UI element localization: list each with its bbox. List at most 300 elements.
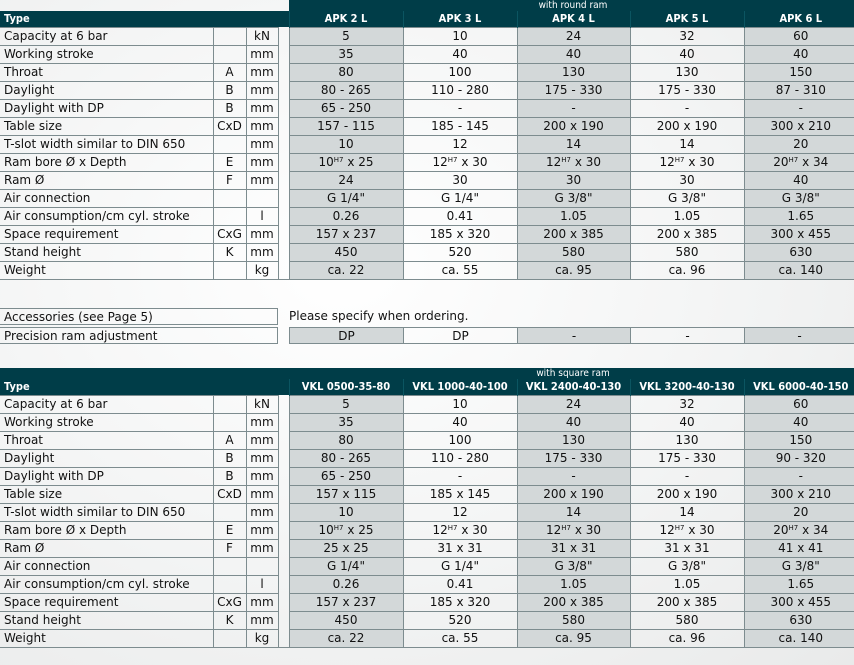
table-row	[0, 118, 854, 136]
column-gap	[278, 46, 289, 64]
value-cell: 157 x 237	[289, 226, 403, 244]
value-cell: 25 x 25	[289, 540, 403, 558]
value-cell: 10	[289, 504, 403, 522]
value-cell: -	[517, 468, 630, 486]
value-cell: 1.05	[517, 576, 630, 594]
value-cell	[630, 522, 744, 540]
value-part: x 30	[457, 155, 488, 169]
row-unit: mm	[246, 432, 278, 450]
tolerance-superscript: H7	[561, 524, 571, 532]
row-unit: mm	[246, 414, 278, 432]
value-cell	[403, 522, 517, 540]
value-cell: 14	[517, 504, 630, 522]
table-row	[0, 64, 854, 82]
value-cell: 41 x 41	[744, 540, 854, 558]
table-row	[0, 208, 854, 226]
value-cell: 110 - 280	[403, 450, 517, 468]
row-unit: kg	[246, 630, 278, 648]
value-part: x 30	[457, 523, 488, 537]
value-cell: 31 x 31	[403, 540, 517, 558]
value-cell: G 3/8"	[744, 558, 854, 576]
model-header: APK 3 L	[403, 11, 517, 28]
table-row	[0, 28, 854, 46]
value-cell: ca. 140	[744, 630, 854, 648]
row-unit: kg	[246, 262, 278, 280]
model-header: VKL 1000-40-100	[403, 379, 517, 396]
spec-table-round-ram	[0, 0, 854, 280]
value-cell: 60	[744, 396, 854, 414]
row-symbol: CxG	[213, 226, 246, 244]
row-unit: kN	[246, 396, 278, 414]
tolerance-superscript: H7	[447, 156, 458, 164]
column-gap	[278, 540, 289, 558]
value-cell	[517, 154, 630, 172]
row-symbol	[213, 396, 246, 414]
row-label: Capacity at 6 bar	[0, 396, 213, 414]
column-gap	[278, 504, 289, 522]
value-cell: 200 x 190	[517, 118, 630, 136]
precision-ram-value: -	[744, 327, 854, 344]
value-part: 12	[546, 155, 562, 169]
type-header: Type	[0, 11, 289, 28]
table-row	[0, 630, 854, 648]
value-part: 20	[773, 155, 789, 169]
value-cell: 90 - 320	[744, 450, 854, 468]
table-row	[0, 612, 854, 630]
value-cell: 200 x 385	[630, 226, 744, 244]
value-cell: 185 x 320	[403, 594, 517, 612]
column-gap	[278, 576, 289, 594]
value-cell	[744, 154, 854, 172]
table-row	[0, 172, 854, 190]
row-label: Weight	[0, 262, 213, 280]
row-unit: mm	[246, 594, 278, 612]
row-label: Stand height	[0, 612, 213, 630]
column-gap	[278, 100, 289, 118]
column-gap	[278, 522, 289, 540]
value-cell: 157 x 237	[289, 594, 403, 612]
value-part: x 30	[684, 523, 715, 537]
row-label: Table size	[0, 118, 213, 136]
column-gap	[278, 208, 289, 226]
value-cell: -	[403, 468, 517, 486]
row-label: Weight	[0, 630, 213, 648]
header-spacer	[0, 368, 289, 379]
table-row	[0, 522, 854, 540]
value-part: 12	[546, 523, 562, 537]
column-gap	[278, 172, 289, 190]
row-symbol: F	[213, 172, 246, 190]
value-cell: 200 x 190	[630, 118, 744, 136]
value-cell: G 3/8"	[630, 190, 744, 208]
model-header: VKL 6000-40-150	[744, 379, 854, 396]
row-symbol: K	[213, 612, 246, 630]
value-cell: 300 x 210	[744, 486, 854, 504]
value-cell: G 3/8"	[630, 558, 744, 576]
value-cell: 32	[630, 396, 744, 414]
table-row	[0, 468, 854, 486]
row-unit: mm	[246, 540, 278, 558]
precision-ram-value: DP	[403, 327, 517, 344]
row-label: Air consumption/cm cyl. stroke	[0, 576, 213, 594]
row-symbol: B	[213, 450, 246, 468]
value-cell: G 1/4"	[403, 190, 517, 208]
table-row	[0, 100, 854, 118]
accessories-label: Accessories (see Page 5)	[0, 308, 278, 325]
value-cell: G 3/8"	[744, 190, 854, 208]
row-unit: mm	[246, 118, 278, 136]
value-cell: 65 - 250	[289, 468, 403, 486]
row-symbol: B	[213, 468, 246, 486]
row-unit: mm	[246, 64, 278, 82]
value-cell: -	[630, 100, 744, 118]
value-cell: 1.05	[630, 208, 744, 226]
value-cell: 40	[744, 46, 854, 64]
value-cell: 100	[403, 432, 517, 450]
value-part: 12	[659, 523, 675, 537]
table-row	[0, 594, 854, 612]
value-cell: 300 x 455	[744, 226, 854, 244]
value-cell: 150	[744, 64, 854, 82]
value-cell: 40	[403, 46, 517, 64]
precision-ram-value: DP	[289, 327, 403, 344]
column-gap	[278, 28, 289, 46]
tolerance-superscript: H7	[674, 524, 685, 532]
row-label: Ram Ø	[0, 172, 213, 190]
row-label: Ram bore Ø x Depth	[0, 522, 213, 540]
value-part: x 34	[798, 155, 829, 169]
value-cell: 0.41	[403, 576, 517, 594]
value-cell: 200 x 385	[517, 594, 630, 612]
value-cell: 175 - 330	[630, 82, 744, 100]
row-symbol: A	[213, 432, 246, 450]
precision-ram-value: -	[630, 327, 744, 344]
column-gap	[278, 486, 289, 504]
column-gap	[278, 136, 289, 154]
row-symbol	[213, 414, 246, 432]
row-unit: mm	[246, 82, 278, 100]
value-cell: 520	[403, 244, 517, 262]
row-symbol: CxD	[213, 486, 246, 504]
value-cell: 24	[517, 396, 630, 414]
column-gap	[278, 118, 289, 136]
value-part: x 30	[571, 155, 601, 169]
table-row	[0, 450, 854, 468]
row-symbol: A	[213, 64, 246, 82]
value-cell: ca. 22	[289, 262, 403, 280]
row-label: Table size	[0, 486, 213, 504]
row-unit: mm	[246, 450, 278, 468]
tolerance-superscript: H7	[333, 524, 344, 532]
value-cell: 0.41	[403, 208, 517, 226]
model-header: VKL 0500-35-80	[289, 379, 403, 396]
value-cell: 130	[630, 64, 744, 82]
value-part: x 25	[343, 155, 374, 169]
spec-rows	[0, 28, 854, 280]
header-spacer	[0, 0, 289, 11]
tolerance-superscript: H7	[788, 156, 799, 164]
value-cell: 1.65	[744, 208, 854, 226]
value-part: x 30	[684, 155, 715, 169]
value-cell: 20	[744, 136, 854, 154]
table-row	[0, 82, 854, 100]
value-cell: 110 - 280	[403, 82, 517, 100]
value-cell: 130	[630, 432, 744, 450]
value-cell: 14	[517, 136, 630, 154]
value-cell: 450	[289, 612, 403, 630]
value-cell: 14	[630, 136, 744, 154]
row-label: Capacity at 6 bar	[0, 28, 213, 46]
column-gap	[278, 262, 289, 280]
column-gap	[278, 190, 289, 208]
value-cell: 1.05	[517, 208, 630, 226]
row-unit: mm	[246, 468, 278, 486]
value-part: 10	[318, 523, 334, 537]
row-unit	[246, 558, 278, 576]
row-symbol	[213, 630, 246, 648]
value-cell: 40	[517, 414, 630, 432]
value-cell: 100	[403, 64, 517, 82]
value-cell: 10	[403, 28, 517, 46]
row-label: Ram bore Ø x Depth	[0, 154, 213, 172]
row-unit: mm	[246, 486, 278, 504]
value-cell: 175 - 330	[517, 82, 630, 100]
model-header: VKL 2400-40-130	[517, 379, 630, 396]
row-unit: mm	[246, 226, 278, 244]
value-cell: 10	[403, 396, 517, 414]
row-label: Space requirement	[0, 594, 213, 612]
value-cell: 300 x 210	[744, 118, 854, 136]
row-unit: kN	[246, 28, 278, 46]
value-part: 20	[773, 523, 789, 537]
value-cell: 31 x 31	[517, 540, 630, 558]
value-cell: ca. 55	[403, 262, 517, 280]
value-cell: 185 - 145	[403, 118, 517, 136]
value-cell: 157 x 115	[289, 486, 403, 504]
table-row	[0, 262, 854, 280]
row-unit: mm	[246, 46, 278, 64]
value-cell: G 1/4"	[289, 190, 403, 208]
model-header: APK 2 L	[289, 11, 403, 28]
table-row	[0, 154, 854, 172]
value-cell: 35	[289, 46, 403, 64]
value-cell: 580	[630, 612, 744, 630]
value-cell: 80 - 265	[289, 450, 403, 468]
value-cell: ca. 96	[630, 630, 744, 648]
model-header: APK 6 L	[744, 11, 854, 28]
table-row	[0, 414, 854, 432]
row-label: Daylight with DP	[0, 100, 213, 118]
value-cell: 1.65	[744, 576, 854, 594]
column-gap	[278, 226, 289, 244]
row-label: Ram Ø	[0, 540, 213, 558]
row-unit: mm	[246, 172, 278, 190]
value-part: 10	[318, 155, 334, 169]
table-row	[0, 244, 854, 262]
table-row	[0, 558, 854, 576]
table-row	[0, 190, 854, 208]
table-row	[0, 396, 854, 414]
value-cell	[630, 154, 744, 172]
model-header: APK 5 L	[630, 11, 744, 28]
value-cell	[517, 522, 630, 540]
value-cell: 60	[744, 28, 854, 46]
row-unit: mm	[246, 100, 278, 118]
model-header: VKL 3200-40-130	[630, 379, 744, 396]
value-part: 12	[432, 523, 448, 537]
value-cell: 185 x 320	[403, 226, 517, 244]
table-row	[0, 486, 854, 504]
row-label: Daylight	[0, 450, 213, 468]
column-gap	[278, 244, 289, 262]
value-cell: 200 x 385	[517, 226, 630, 244]
value-cell: 20	[744, 504, 854, 522]
value-cell: G 3/8"	[517, 190, 630, 208]
value-cell: ca. 140	[744, 262, 854, 280]
value-part: 12	[659, 155, 675, 169]
value-cell: 14	[630, 504, 744, 522]
value-cell: 40	[744, 414, 854, 432]
row-symbol: CxD	[213, 118, 246, 136]
column-gap	[278, 450, 289, 468]
row-symbol	[213, 136, 246, 154]
value-cell: ca. 96	[630, 262, 744, 280]
value-cell: -	[744, 468, 854, 486]
row-unit: mm	[246, 612, 278, 630]
value-cell: 450	[289, 244, 403, 262]
group-header: with round ram	[289, 0, 854, 11]
value-cell: 30	[517, 172, 630, 190]
value-cell: 520	[403, 612, 517, 630]
value-cell: ca. 95	[517, 262, 630, 280]
row-symbol: K	[213, 244, 246, 262]
column-gap	[278, 612, 289, 630]
table-row	[0, 540, 854, 558]
column-gap	[278, 154, 289, 172]
value-cell: ca. 55	[403, 630, 517, 648]
value-cell: 40	[403, 414, 517, 432]
value-cell: 200 x 385	[630, 594, 744, 612]
value-cell: 87 - 310	[744, 82, 854, 100]
value-cell: 30	[403, 172, 517, 190]
value-cell: ca. 22	[289, 630, 403, 648]
value-part: 12	[432, 155, 448, 169]
column-gap	[278, 82, 289, 100]
row-symbol	[213, 576, 246, 594]
value-cell: 580	[630, 244, 744, 262]
row-label: Air connection	[0, 558, 213, 576]
row-label: Air consumption/cm cyl. stroke	[0, 208, 213, 226]
row-label: Stand height	[0, 244, 213, 262]
table-row	[0, 576, 854, 594]
column-gap	[278, 594, 289, 612]
value-cell: 12	[403, 504, 517, 522]
row-label: Daylight with DP	[0, 468, 213, 486]
accessories-note: Please specify when ordering.	[289, 309, 469, 323]
row-label: Daylight	[0, 82, 213, 100]
row-symbol	[213, 504, 246, 522]
precision-ram-label: Precision ram adjustment	[0, 327, 278, 344]
value-cell: 157 - 115	[289, 118, 403, 136]
row-symbol: E	[213, 154, 246, 172]
row-symbol	[213, 262, 246, 280]
row-symbol	[213, 190, 246, 208]
row-symbol	[213, 46, 246, 64]
row-label: Throat	[0, 64, 213, 82]
value-cell: G 3/8"	[517, 558, 630, 576]
value-cell: 30	[630, 172, 744, 190]
precision-ram-value: -	[517, 327, 630, 344]
row-unit: mm	[246, 154, 278, 172]
value-cell: 185 x 145	[403, 486, 517, 504]
value-cell: 0.26	[289, 576, 403, 594]
value-cell: 1.05	[630, 576, 744, 594]
table-row	[0, 504, 854, 522]
table-row	[0, 226, 854, 244]
model-header: APK 4 L	[517, 11, 630, 28]
row-unit: mm	[246, 504, 278, 522]
tolerance-superscript: H7	[561, 156, 571, 164]
row-symbol	[213, 558, 246, 576]
spec-rows	[0, 396, 854, 648]
value-part: x 25	[343, 523, 374, 537]
value-cell	[289, 522, 403, 540]
value-cell: 32	[630, 28, 744, 46]
table-row	[0, 46, 854, 64]
tolerance-superscript: H7	[674, 156, 685, 164]
row-symbol	[213, 28, 246, 46]
table-row	[0, 136, 854, 154]
group-header: with square ram	[289, 368, 854, 379]
value-cell: 40	[517, 46, 630, 64]
value-cell: G 1/4"	[289, 558, 403, 576]
value-cell: 12	[403, 136, 517, 154]
value-cell: 580	[517, 244, 630, 262]
value-cell: 5	[289, 28, 403, 46]
value-cell: 175 - 330	[517, 450, 630, 468]
value-cell: ca. 95	[517, 630, 630, 648]
row-unit: mm	[246, 522, 278, 540]
value-cell: 65 - 250	[289, 100, 403, 118]
type-header: Type	[0, 379, 289, 396]
row-symbol	[213, 208, 246, 226]
row-symbol: B	[213, 100, 246, 118]
value-part: x 34	[798, 523, 829, 537]
value-cell: 175 - 330	[630, 450, 744, 468]
value-cell: G 1/4"	[403, 558, 517, 576]
value-cell: -	[744, 100, 854, 118]
row-symbol: CxG	[213, 594, 246, 612]
spec-table-square-ram	[0, 368, 854, 648]
column-gap	[278, 396, 289, 414]
row-label: Air connection	[0, 190, 213, 208]
row-unit: l	[246, 208, 278, 226]
value-cell: 80	[289, 432, 403, 450]
value-cell: 31 x 31	[630, 540, 744, 558]
row-label: Working stroke	[0, 46, 213, 64]
value-cell: 40	[630, 46, 744, 64]
value-cell: 40	[744, 172, 854, 190]
row-unit	[246, 190, 278, 208]
column-gap	[278, 64, 289, 82]
tolerance-superscript: H7	[447, 524, 458, 532]
value-cell: 200 x 190	[630, 486, 744, 504]
row-unit: mm	[246, 244, 278, 262]
value-cell: 580	[517, 612, 630, 630]
tolerance-superscript: H7	[333, 156, 344, 164]
value-cell: 300 x 455	[744, 594, 854, 612]
row-unit: l	[246, 576, 278, 594]
